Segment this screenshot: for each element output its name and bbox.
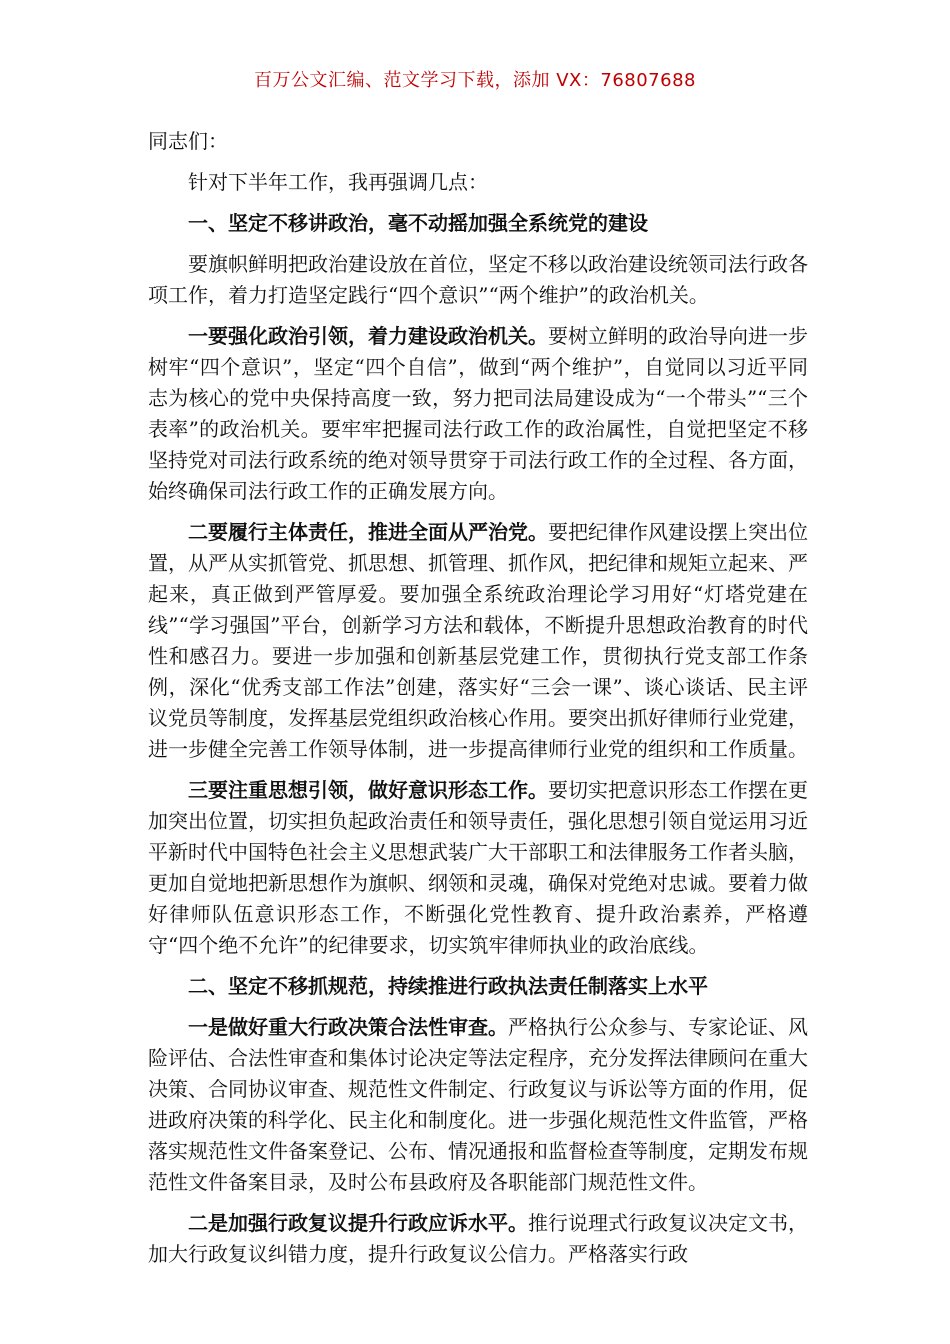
section-1-heading: 一、坚定不移讲政治，毫不动摇加强全系统党的建设 [188, 211, 648, 235]
item-lead: 二要履行主体责任，推进全面从严治党。 [188, 520, 548, 544]
item-text: 要树立鲜明的政治导向进一步树牢“四个意识”，坚定“四个自信”，做到“两个维护”，自觉同以习近平同志为核心的党中央保持高度一致，努力把司法局建设成为“一个带头”“三个表率”的政治机关。要牢牢把握司法行政工作的政治属性，自觉把坚定不移坚持党对司法行政系统的绝对领导贯穿于司法行政工作的全过程、各方面，始终确保司法行政工作的正确发展方向。 [148, 324, 808, 503]
item-lead: 二是加强行政复议提升行政应诉水平。 [188, 1211, 528, 1235]
salutation: 同志们： [148, 129, 228, 153]
item-lead: 一要强化政治引领，着力建设政治机关。 [188, 324, 548, 348]
section-1-item-1 [148, 321, 808, 507]
watermark-header: 百万公文汇编、范文学习下载，添加 VX：76807688 [254, 70, 696, 91]
section-2-item-1 [148, 1012, 808, 1198]
item-text: 要切实把意识形态工作摆在更加突出位置，切实担负起政治责任和领导责任，强化思想引领自觉运用习近平新时代中国特色社会主义思想武装广大干部职工和法律服务工作者头脑，更加自觉地把新思想作为旗帜、纲领和灵魂，确保对党绝对忠诚。要着力做好律师队伍意识形态工作，不断强化党性教育、提升政治素养，严格遵守“四个绝不允许”的纪律要求，切实筑牢律师执业的政治底线。 [148, 778, 808, 957]
section-1-item-2 [148, 517, 808, 765]
section-2-heading: 二、坚定不移抓规范，持续推进行政执法责任制落实上水平 [188, 974, 708, 998]
section-2-item-2 [148, 1208, 808, 1270]
document-body [148, 126, 808, 1280]
item-lead: 三要注重思想引领，做好意识形态工作。 [188, 778, 548, 802]
item-lead: 一是做好重大行政决策合法性审查。 [188, 1015, 508, 1039]
item-text: 推行说理式行政复议决定文书，加大行政复议纠错力度，提升行政复议公信力。严格落实行政 [148, 1211, 808, 1266]
section-1-intro: 要旗帜鲜明把政治建设放在首位，坚定不移以政治建设统领司法行政各项工作，着力打造坚定践行“四个意识”“两个维护”的政治机关。 [148, 252, 808, 307]
section-1-item-3 [148, 775, 808, 961]
item-text: 要把纪律作风建设摆上突出位置，从严从实抓管党、抓思想、抓管理、抓作风，把纪律和规矩立起来、严起来，真正做到严管厚爱。要加强全系统政治理论学习用好“灯塔党建在线”“学习强国”平台，创新学习方法和载体，不断提升思想政治教育的时代性和感召力。要进一步加强和创新基层党建工作，贯彻执行党支部工作条例，深化“优秀支部工作法”创建，落实好“三会一课”、谈心谈话、民主评议党员等制度，发挥基层党组织政治核心作用。要突出抓好律师行业党建，进一步健全完善工作领导体制，进一步提高律师行业党的组织和工作质量。 [148, 520, 808, 761]
item-text: 严格执行公众参与、专家论证、风险评估、合法性审查和集体讨论决定等法定程序，充分发挥法律顾问在重大决策、合同协议审查、规范性文件制定、行政复议与诉讼等方面的作用，促进政府决策的科学化、民主化和制度化。进一步强化规范性文件监管，严格落实规范性文件备案登记、公布、情况通报和监督检查等制度，定期发布规范性文件备案目录，及时公布县政府及各职能部门规范性文件。 [148, 1015, 808, 1194]
intro-paragraph: 针对下半年工作，我再强调几点： [188, 170, 488, 194]
